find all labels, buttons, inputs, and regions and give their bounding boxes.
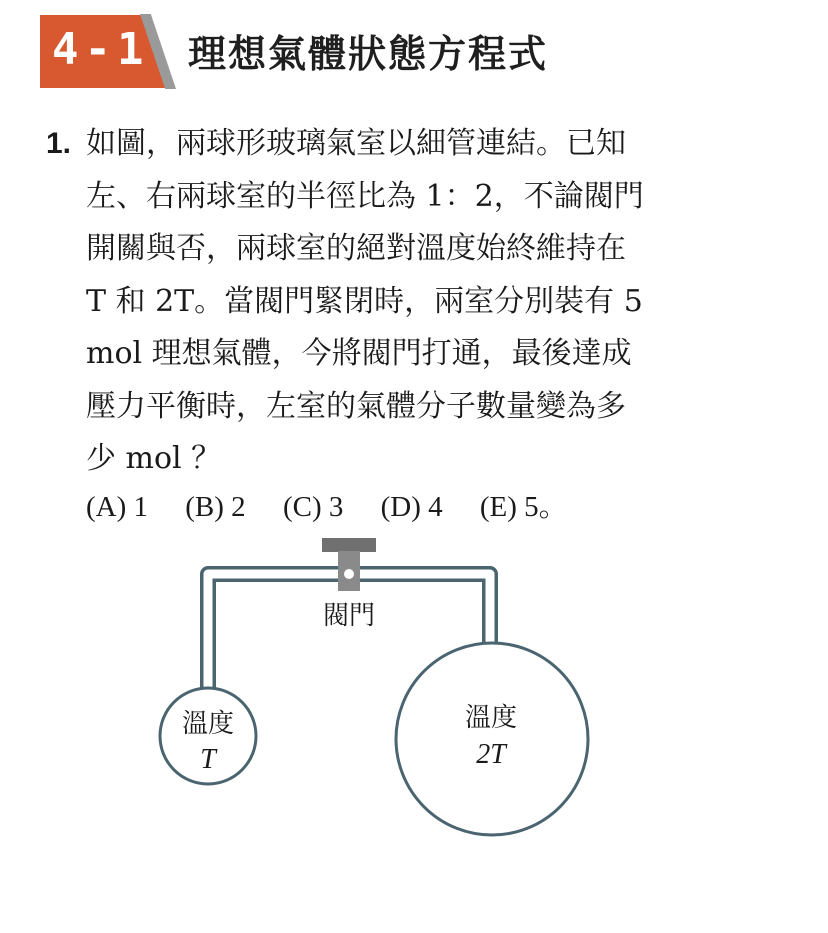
option-e[interactable]: (E) 5。	[479, 491, 568, 523]
right-bulb-temp: 2T	[476, 739, 506, 770]
question-number: 1.	[46, 127, 72, 160]
question-line: mol 理想氣體，今將閥門打通，最後達成	[86, 336, 632, 371]
option-b[interactable]: (B) 2	[185, 491, 246, 523]
option-a[interactable]: (A) 1	[86, 491, 149, 523]
section-header	[0, 0, 828, 100]
right-bulb-label: 溫度	[464, 703, 518, 733]
answer-options	[86, 483, 598, 531]
option-d[interactable]: (D) 4	[380, 491, 443, 523]
question-line: T 和 2T。當閥門緊閉時，兩室分別裝有 5	[86, 283, 643, 319]
question-line: 開關與否，兩球室的絕對溫度始終維持在	[86, 231, 626, 266]
section-number: 4-1	[52, 24, 150, 75]
left-bulb-temp: T	[200, 744, 216, 775]
apparatus-diagram	[150, 534, 610, 844]
left-bulb-label: 溫度	[181, 709, 235, 739]
question-line: 左、右兩球室的半徑比為 1：2，不論閥門	[86, 178, 644, 214]
question-line: 如圖，兩球形玻璃氣室以細管連結。已知	[86, 126, 626, 161]
question-line: 少 mol ？	[86, 441, 222, 476]
section-title: 理想氣體狀態方程式	[188, 32, 549, 76]
option-c[interactable]: (C) 3	[282, 491, 344, 523]
valve-label: 閥門	[322, 601, 376, 631]
valve-icon	[322, 538, 376, 591]
question-text	[86, 118, 726, 486]
question-line: 壓力平衡時，左室的氣體分子數量變為多	[86, 388, 626, 424]
